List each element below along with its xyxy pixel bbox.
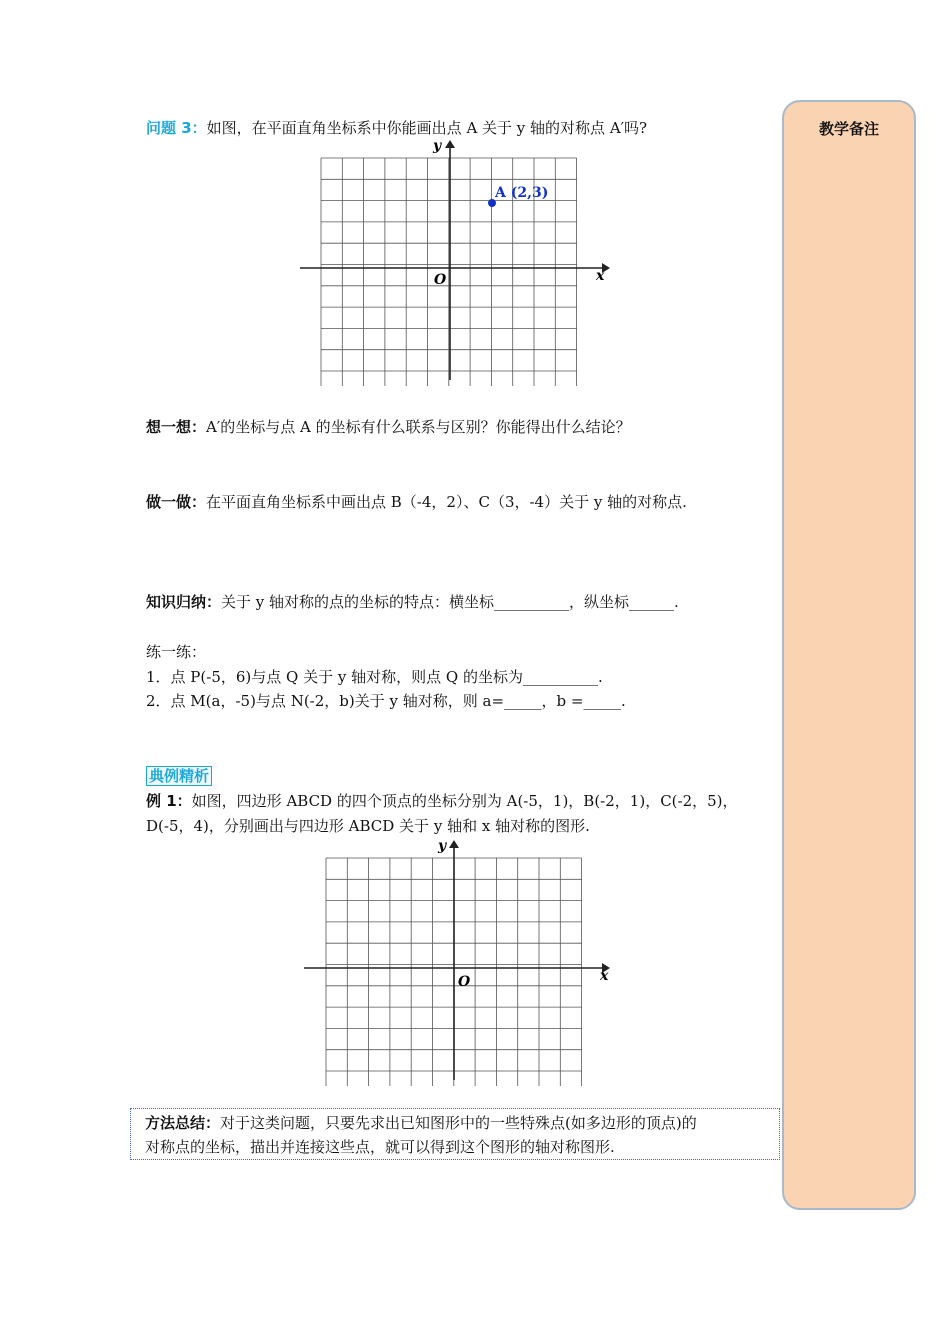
think-prompt xyxy=(146,415,631,439)
think-label: 想一想： xyxy=(146,418,207,436)
question-3-label: 问题 3： xyxy=(146,119,207,137)
example-1-label: 例 1： xyxy=(146,792,192,810)
method-line-1 xyxy=(145,1111,697,1135)
y-axis-arrow xyxy=(449,840,459,848)
point-a-label: A (2,3) xyxy=(495,185,549,201)
origin-label: O xyxy=(458,974,471,990)
teaching-notes-panel xyxy=(782,100,916,1210)
x-axis-label: x xyxy=(600,968,609,984)
example-1-line-2: D(-5，4)，分别画出与四边形 ABCD 关于 y 轴和 x 轴对称的图形. xyxy=(146,817,590,835)
do-it-text: 在平面直角坐标系中画出点 B（-4，2）、C（3，-4）关于 y 轴的对称点. xyxy=(206,493,687,511)
y-axis-label: y xyxy=(438,838,447,854)
example-1-text-1: 如图，四边形 ABCD 的四个顶点的坐标分别为 A(-5，1)，B(-2，1)，C(-2，5)， xyxy=(191,792,738,810)
summary-label: 知识归纳： xyxy=(146,593,222,611)
practice-item-2: 2．点 M(a，-5)与点 N(-2，b)关于 y 轴对称，则 a=_____，b =_____. xyxy=(146,692,626,710)
summary-text: 关于 y 轴对称的点的坐标的特点：横坐标__________，纵坐标______. xyxy=(221,593,679,611)
method-summary-box xyxy=(130,1108,780,1160)
practice-label: 练一练： xyxy=(146,643,207,661)
example-section-tag xyxy=(146,764,212,788)
think-text: A′的坐标与点 A 的坐标有什么联系与区别？你能得出什么结论？ xyxy=(206,418,631,436)
y-axis-label: y xyxy=(433,138,442,154)
method-label: 方法总结： xyxy=(145,1114,221,1132)
method-text-1: 对于这类问题，只要先求出已知图形中的一些特殊点(如多边形的顶点)的 xyxy=(220,1114,697,1132)
do-it-prompt xyxy=(146,490,687,514)
method-line-2: 对称点的坐标，描出并连接这些点，就可以得到这个图形的轴对称图形. xyxy=(145,1138,615,1156)
origin-label: O xyxy=(434,272,447,288)
example-section-tag-text: 典例精析 xyxy=(146,766,212,786)
knowledge-summary xyxy=(146,590,679,614)
y-axis-arrow xyxy=(445,140,455,148)
coordinate-grid-2 xyxy=(300,836,616,1086)
do-it-label: 做一做： xyxy=(146,493,207,511)
x-axis-label: x xyxy=(596,268,605,284)
coordinate-grid-1 xyxy=(296,136,612,386)
teaching-notes-title: 教学备注 xyxy=(818,120,879,138)
example-1-line-1 xyxy=(146,789,738,813)
question-3-text: 如图，在平面直角坐标系中你能画出点 A 关于 y 轴的对称点 A′吗? xyxy=(206,119,648,137)
practice-item-1: 1．点 P(-5，6)与点 Q 关于 y 轴对称，则点 Q 的坐标为__________. xyxy=(146,668,603,686)
